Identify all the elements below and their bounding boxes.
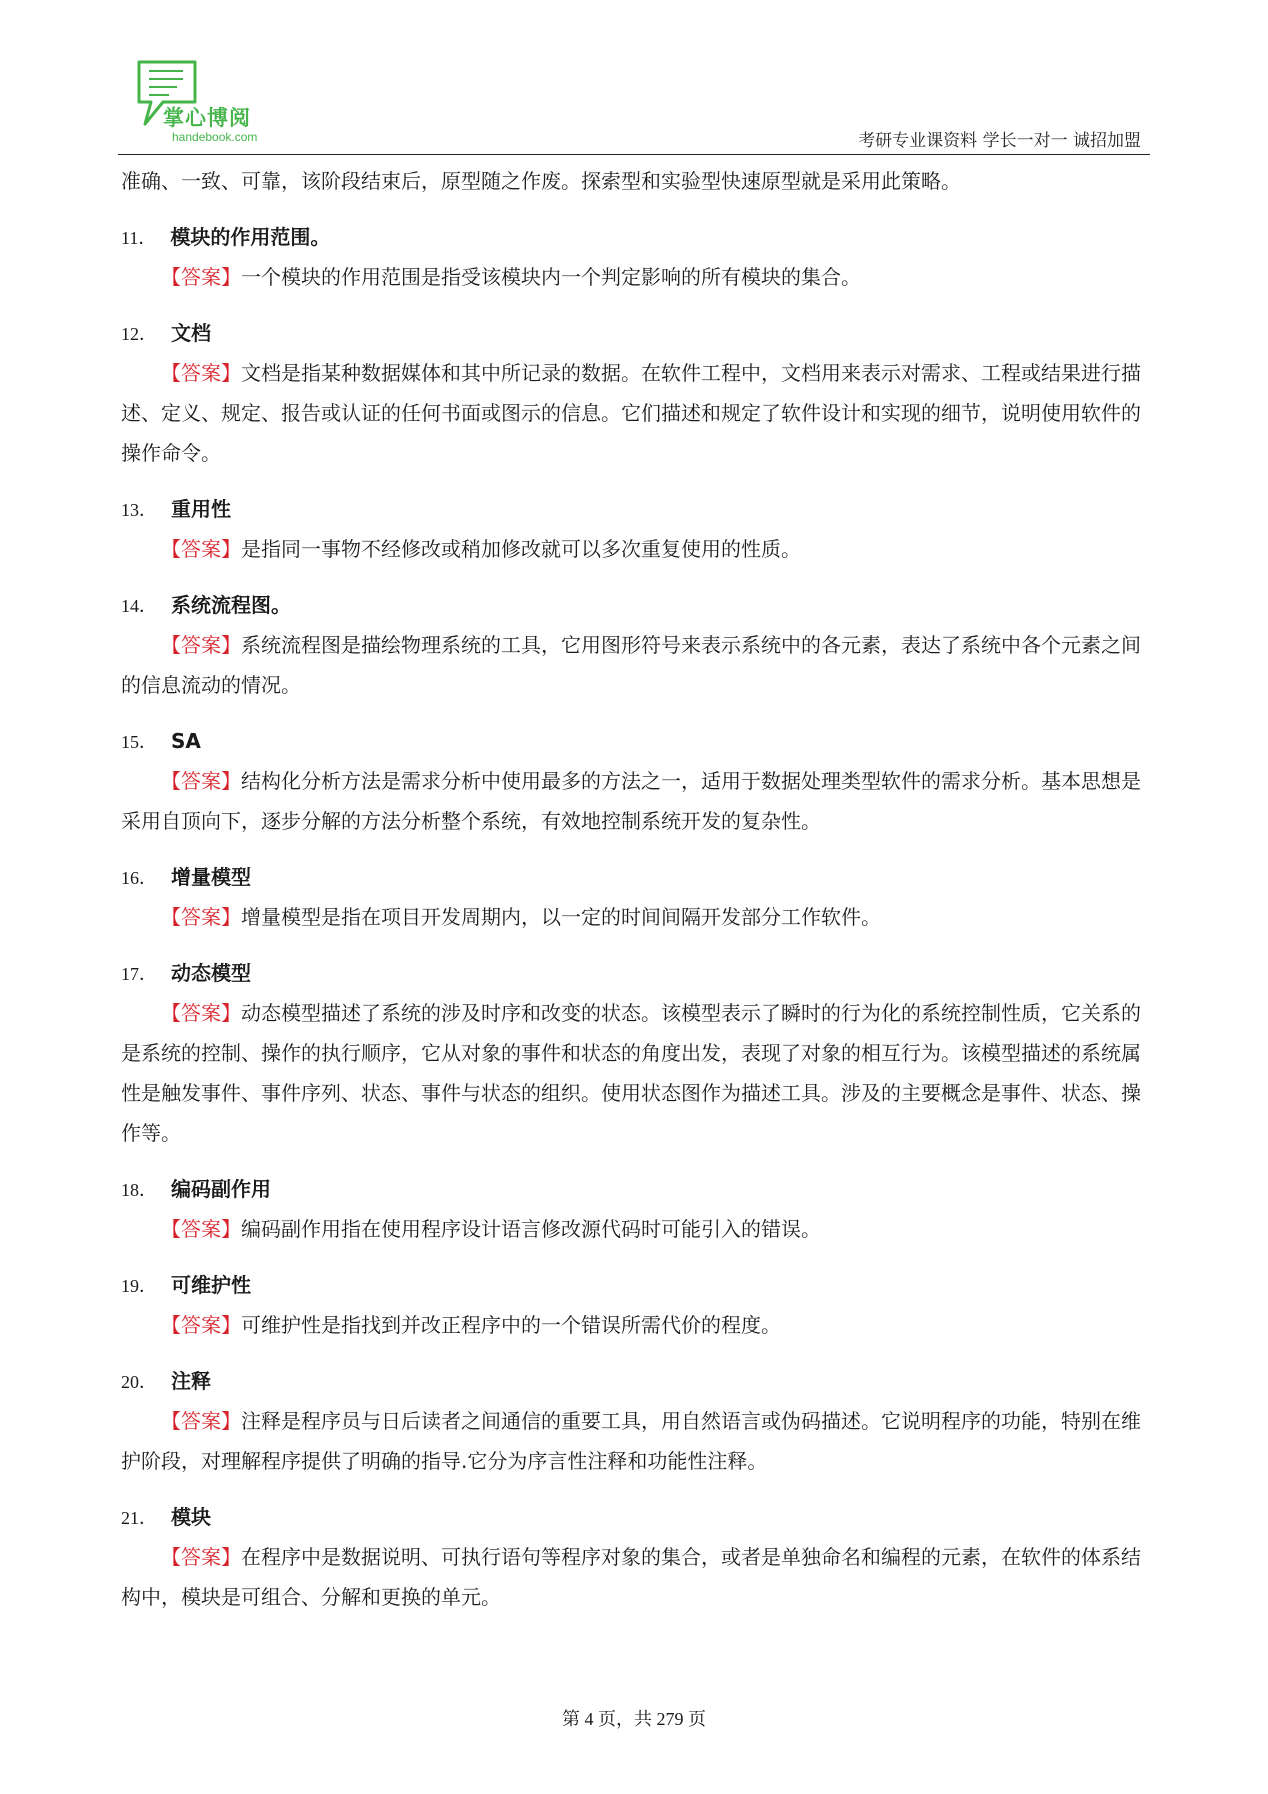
document-body [121, 161, 1155, 1617]
continuation-paragraph: 准确、一致、可靠，该阶段结束后，原型随之作废。探索型和实验型快速原型就是采用此策略。 [121, 169, 961, 193]
glossary-entry [121, 722, 1155, 841]
question-heading [121, 490, 1155, 529]
glossary-entry [121, 1498, 1155, 1617]
header-divider [118, 154, 1150, 155]
question-heading [121, 954, 1155, 993]
question-number: 21． [121, 1508, 157, 1528]
question-title: 系统流程图。 [171, 593, 291, 617]
question-number: 12． [121, 324, 157, 344]
answer-paragraph [121, 625, 1155, 705]
answer-paragraph [121, 529, 1155, 569]
answer-paragraph [121, 1305, 1155, 1345]
question-title: SA [171, 729, 201, 753]
answer-text: 增量模型是指在项目开发周期内，以一定的时间间隔开发部分工作软件。 [241, 905, 881, 929]
glossary-entry [121, 1170, 1155, 1249]
question-title: 模块的作用范围。 [170, 225, 331, 249]
answer-tag: 【答案】 [161, 361, 241, 385]
question-title: 重用性 [171, 497, 231, 521]
answer-paragraph [121, 1401, 1155, 1481]
question-heading [121, 1266, 1155, 1305]
logo-url: handebook.com [172, 130, 258, 144]
question-heading [121, 586, 1155, 625]
answer-text: 在程序中是数据说明、可执行语句等程序对象的集合，或者是单独命名和编程的元素，在软件的体系结构中，模块是可组合、分解和更换的单元。 [121, 1545, 1141, 1609]
glossary-entry [121, 218, 1155, 297]
question-title: 文档 [171, 321, 211, 345]
glossary-entry [121, 490, 1155, 569]
question-title: 增量模型 [171, 865, 251, 889]
question-heading [121, 218, 1155, 257]
question-title: 模块 [171, 1505, 211, 1529]
question-number: 18． [121, 1180, 157, 1200]
question-number: 14． [121, 596, 157, 616]
answer-paragraph [121, 353, 1155, 473]
answer-text: 文档是指某种数据媒体和其中所记录的数据。在软件工程中，文档用来表示对需求、工程或结果进行描述、定义、规定、报告或认证的任何书面或图示的信息。它们描述和规定了软件设计和实现的细节，说明使用软件的操作命令。 [121, 361, 1141, 465]
answer-tag: 【答案】 [161, 1313, 241, 1337]
header-slogan: 考研专业课资料 学长一对一 诚招加盟 [858, 131, 1141, 151]
answer-tag: 【答案】 [161, 1217, 241, 1241]
glossary-entry [121, 586, 1155, 705]
answer-tag: 【答案】 [161, 1001, 241, 1025]
question-heading [121, 314, 1155, 353]
question-title: 动态模型 [171, 961, 251, 985]
answer-text: 注释是程序员与日后读者之间通信的重要工具，用自然语言或伪码描述。它说明程序的功能，特别在维护阶段，对理解程序提供了明确的指导.它分为序言性注释和功能性注释。 [121, 1409, 1141, 1473]
answer-text: 系统流程图是描绘物理系统的工具，它用图形符号来表示系统中的各元素，表达了系统中各个元素之间的信息流动的情况。 [121, 633, 1141, 697]
answer-tag: 【答案】 [161, 633, 241, 657]
answer-paragraph [121, 1537, 1155, 1617]
answer-tag: 【答案】 [161, 1409, 241, 1433]
glossary-entry [121, 1362, 1155, 1481]
answer-tag: 【答案】 [161, 905, 241, 929]
answer-paragraph [121, 897, 1155, 937]
question-heading [121, 1498, 1155, 1537]
question-number: 15． [121, 732, 157, 752]
answer-paragraph [121, 993, 1155, 1153]
answer-text: 编码副作用指在使用程序设计语言修改源代码时可能引入的错误。 [241, 1217, 821, 1241]
question-number: 19． [121, 1276, 157, 1296]
answer-text: 可维护性是指找到并改正程序中的一个错误所需代价的程度。 [241, 1313, 781, 1337]
answer-tag: 【答案】 [161, 769, 241, 793]
question-title: 注释 [171, 1369, 211, 1393]
answer-text: 一个模块的作用范围是指受该模块内一个判定影响的所有模块的集合。 [241, 265, 861, 289]
glossary-list [121, 218, 1155, 1617]
question-title: 编码副作用 [171, 1177, 271, 1201]
question-number: 16． [121, 868, 157, 888]
page-number: 第 4 页，共 279 页 [562, 1709, 706, 1729]
answer-text: 是指同一事物不经修改或稍加修改就可以多次重复使用的性质。 [241, 537, 801, 561]
question-number: 11． [121, 228, 157, 248]
question-heading [121, 858, 1155, 897]
question-heading [121, 1362, 1155, 1401]
answer-paragraph [121, 1209, 1155, 1249]
logo-name: 掌心博阅 [163, 106, 251, 130]
glossary-entry [121, 314, 1155, 473]
question-heading [121, 1170, 1155, 1209]
answer-paragraph [121, 257, 1155, 297]
question-title: 可维护性 [171, 1273, 251, 1297]
answer-paragraph [121, 761, 1155, 841]
answer-text: 结构化分析方法是需求分析中使用最多的方法之一，适用于数据处理类型软件的需求分析。基本思想是采用自顶向下，逐步分解的方法分析整个系统，有效地控制系统开发的复杂性。 [121, 769, 1141, 833]
glossary-entry [121, 1266, 1155, 1345]
glossary-entry [121, 858, 1155, 937]
answer-tag: 【答案】 [161, 537, 241, 561]
question-heading [121, 722, 1155, 761]
question-number: 17． [121, 964, 157, 984]
question-number: 13． [121, 500, 157, 520]
answer-text: 动态模型描述了系统的涉及时序和改变的状态。该模型表示了瞬时的行为化的系统控制性质，它关系的是系统的控制、操作的执行顺序，它从对象的事件和状态的角度出发，表现了对象的相互行为。该模型描述的系统属性是触发事件、事件序列、状态、事件与状态的组织。使用状态图作为描述工具。涉及的主要概念是事件、状态、操作等。 [121, 1001, 1141, 1145]
answer-tag: 【答案】 [161, 1545, 241, 1569]
glossary-entry [121, 954, 1155, 1153]
answer-tag: 【答案】 [161, 265, 241, 289]
question-number: 20． [121, 1372, 157, 1392]
